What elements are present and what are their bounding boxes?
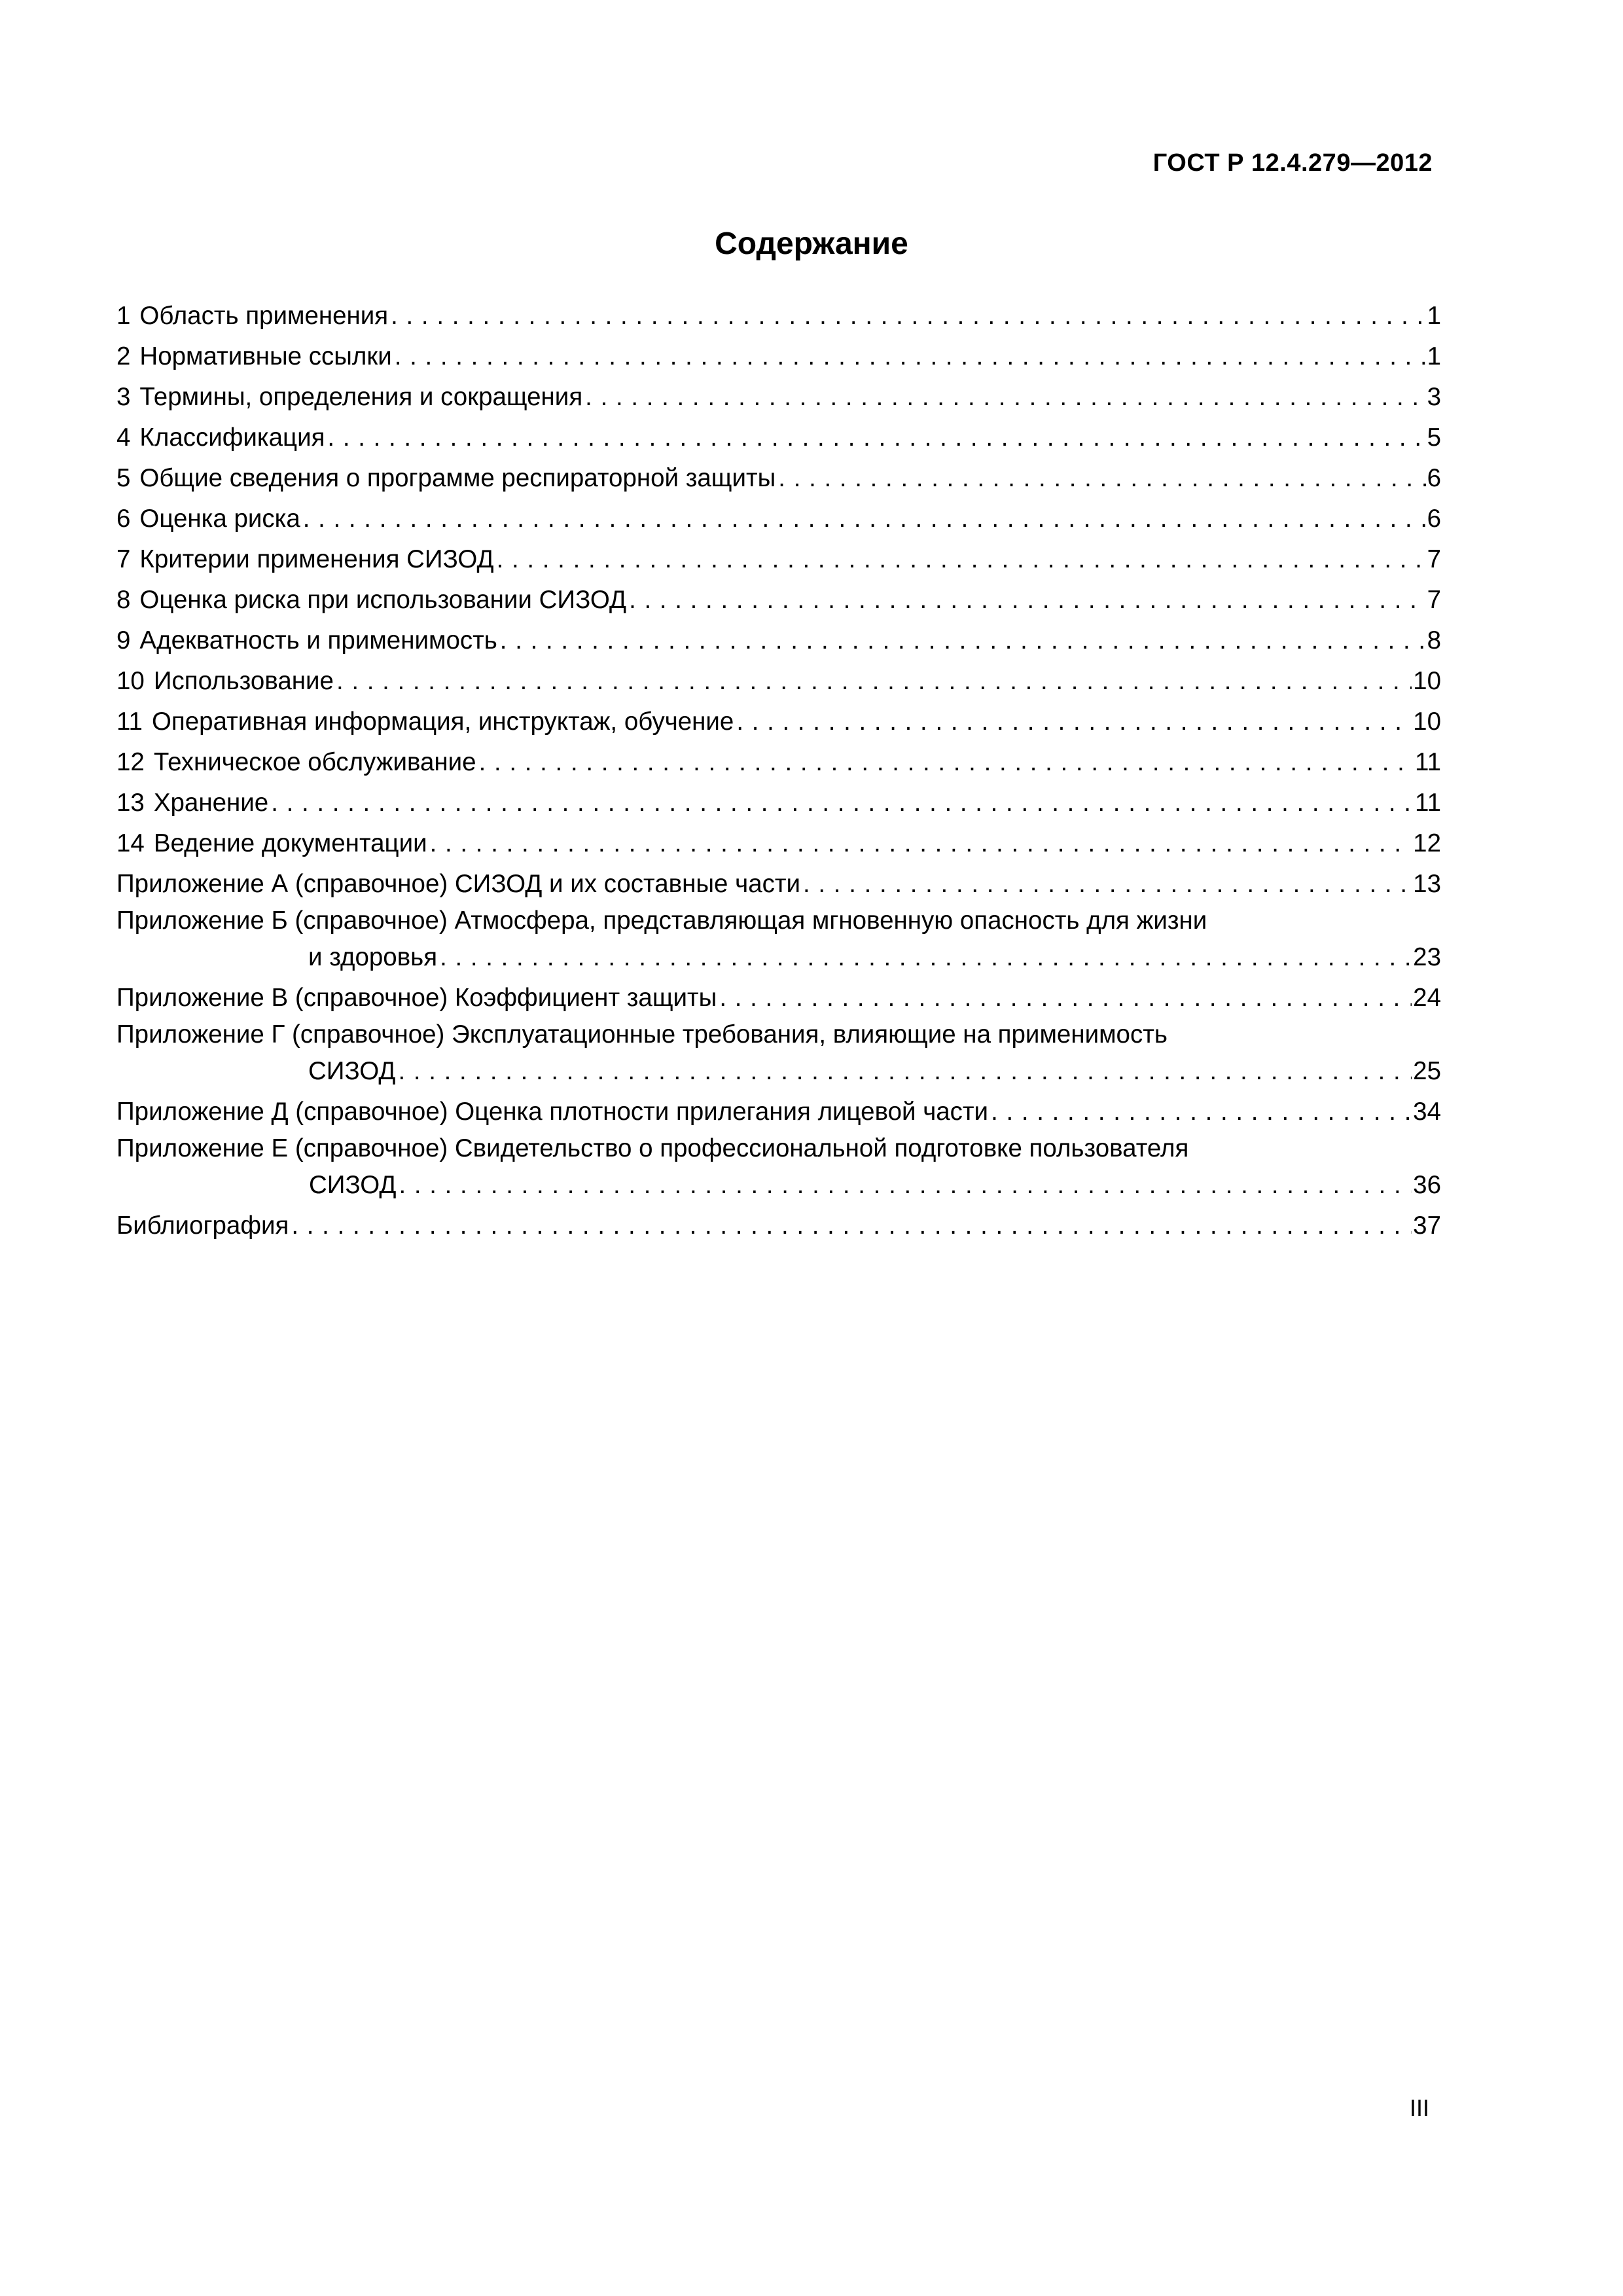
toc-entry-number: 10 xyxy=(116,667,145,695)
toc-entry-9[interactable] xyxy=(116,620,1441,661)
dot-leader xyxy=(500,620,1426,661)
toc-entry-page: 5 xyxy=(1427,423,1441,452)
toc-entry-number: 13 xyxy=(116,789,145,817)
page-number: III xyxy=(1409,2094,1429,2121)
toc-entry-number: 7 xyxy=(116,545,131,573)
toc-bibliography[interactable] xyxy=(116,1206,1441,1246)
toc-entry-title: Оперативная информация, инструктаж, обучение xyxy=(151,708,734,736)
toc-entry-title: Общие сведения о программе респираторной защиты xyxy=(139,464,776,492)
toc-entry-number: 9 xyxy=(116,626,131,655)
dot-leader xyxy=(736,702,1412,742)
toc-entry-page: 10 xyxy=(1413,667,1441,695)
toc-annex-g[interactable] xyxy=(116,1018,1441,1092)
toc-entry-title: Техническое обслуживание xyxy=(153,748,476,776)
toc-entry-number: 3 xyxy=(116,383,131,411)
toc-entry-number: 4 xyxy=(116,423,131,452)
dot-leader xyxy=(399,1165,1412,1206)
toc-entry-title: Область применения xyxy=(139,302,389,330)
dot-leader xyxy=(719,978,1412,1018)
toc-entry-1[interactable] xyxy=(116,296,1441,336)
toc-entry-number: 1 xyxy=(116,302,131,330)
toc-entry-number: 2 xyxy=(116,342,131,370)
toc-entry-number: 5 xyxy=(116,464,131,492)
toc-annex-page: 34 xyxy=(1413,1098,1441,1126)
toc-entry-title: Оценка риска xyxy=(139,505,300,533)
toc-entry-6[interactable] xyxy=(116,499,1441,539)
toc-entry-page: 3 xyxy=(1427,383,1441,411)
toc-entry-page: 7 xyxy=(1427,545,1441,573)
toc-annex-e[interactable] xyxy=(116,1132,1441,1206)
dot-leader xyxy=(291,1206,1412,1246)
toc-entry-page: 6 xyxy=(1427,464,1441,492)
toc-entry-page: 8 xyxy=(1427,626,1441,655)
dot-leader xyxy=(803,864,1412,905)
toc-entry-5[interactable] xyxy=(116,458,1441,499)
toc-entry-2[interactable] xyxy=(116,336,1441,377)
toc-entry-page: 1 xyxy=(1427,342,1441,370)
dot-leader xyxy=(585,377,1425,418)
toc-entry-title: Оценка риска при использовании СИЗОД xyxy=(139,586,627,614)
toc-annex-title: Приложение Г (справочное) Эксплуатационные требования, влияющие на применимость xyxy=(116,1020,1168,1049)
dot-leader xyxy=(497,539,1426,580)
toc-entry-page: 10 xyxy=(1413,708,1441,736)
dot-leader xyxy=(391,296,1425,336)
toc-entry-title: Нормативные ссылки xyxy=(139,342,392,370)
dot-leader xyxy=(395,336,1426,377)
toc-entry-page: 11 xyxy=(1415,748,1441,776)
toc-entry-page: 1 xyxy=(1427,302,1441,330)
toc-annex-page: 23 xyxy=(1413,943,1441,971)
toc-entry-title: Критерии применения СИЗОД xyxy=(139,545,494,573)
toc-entry-14[interactable] xyxy=(116,823,1441,864)
toc-entry-title: Классификация xyxy=(139,423,325,452)
dot-leader xyxy=(430,823,1412,864)
dot-leader xyxy=(629,580,1425,620)
toc-entry-title: Ведение документации xyxy=(153,829,427,857)
dot-leader xyxy=(327,418,1425,458)
toc-annex-page: 24 xyxy=(1413,984,1441,1012)
toc-entry-page: 7 xyxy=(1427,586,1441,614)
toc-entry-12[interactable] xyxy=(116,742,1441,783)
toc-entry-10[interactable] xyxy=(116,661,1441,702)
toc-annex-title: Приложение А (справочное) СИЗОД и их составные части xyxy=(116,870,801,898)
toc-title: Содержание xyxy=(715,226,908,261)
dot-leader xyxy=(303,499,1426,539)
dot-leader xyxy=(991,1092,1412,1132)
toc-entry-title: Хранение xyxy=(153,789,269,817)
dot-leader xyxy=(778,458,1425,499)
toc-bibliography-page: 37 xyxy=(1413,1211,1441,1240)
toc-entry-11[interactable] xyxy=(116,702,1441,742)
toc-entry-page: 11 xyxy=(1415,789,1441,817)
toc-entry-number: 14 xyxy=(116,829,145,857)
toc-entry-number: 11 xyxy=(116,708,143,736)
dot-leader xyxy=(398,1051,1412,1092)
toc-entry-number: 12 xyxy=(116,748,145,776)
toc-annex-b[interactable] xyxy=(116,905,1441,978)
toc-annex-page: 25 xyxy=(1413,1057,1441,1085)
toc-entry-number: 8 xyxy=(116,586,131,614)
toc-entry-number: 6 xyxy=(116,505,131,533)
toc-annex-d[interactable] xyxy=(116,1092,1441,1132)
toc-entry-4[interactable] xyxy=(116,418,1441,458)
toc-entry-page: 12 xyxy=(1413,829,1441,857)
toc-entry-8[interactable] xyxy=(116,580,1441,620)
dot-leader xyxy=(271,783,1414,823)
dot-leader xyxy=(479,742,1414,783)
toc-annex-a[interactable] xyxy=(116,864,1441,905)
toc-entry-title: Термины, определения и сокращения xyxy=(139,383,583,411)
toc-entry-7[interactable] xyxy=(116,539,1441,580)
document-code: ГОСТ Р 12.4.279—2012 xyxy=(1152,149,1433,177)
toc-annex-title-continuation: СИЗОД xyxy=(308,1057,396,1085)
toc-entry-title: Использование xyxy=(153,667,334,695)
toc-entry-13[interactable] xyxy=(116,783,1441,823)
toc-entry-3[interactable] xyxy=(116,377,1441,418)
toc-entry-page: 6 xyxy=(1427,505,1441,533)
toc-annex-title: Приложение Б (справочное) Атмосфера, представляющая мгновенную опасность для жизни xyxy=(116,906,1207,935)
dot-leader xyxy=(440,937,1412,978)
toc-annex-v[interactable] xyxy=(116,978,1441,1018)
toc-annex-title-continuation: и здоровья xyxy=(308,943,438,971)
toc-annex-title-continuation: СИЗОД xyxy=(309,1171,397,1199)
toc-entry-title: Адекватность и применимость xyxy=(139,626,497,655)
dot-leader xyxy=(336,661,1412,702)
toc-annex-title: Приложение Е (справочное) Свидетельство о профессиональной подготовке пользователя xyxy=(116,1134,1189,1162)
toc-annex-title: Приложение В (справочное) Коэффициент защиты xyxy=(116,984,717,1012)
toc-annex-page: 13 xyxy=(1413,870,1441,898)
toc-bibliography-title: Библиография xyxy=(116,1211,289,1240)
table-of-contents xyxy=(116,296,1441,1246)
toc-annex-title: Приложение Д (справочное) Оценка плотности прилегания лицевой части xyxy=(116,1098,989,1126)
toc-annex-page: 36 xyxy=(1413,1171,1441,1199)
